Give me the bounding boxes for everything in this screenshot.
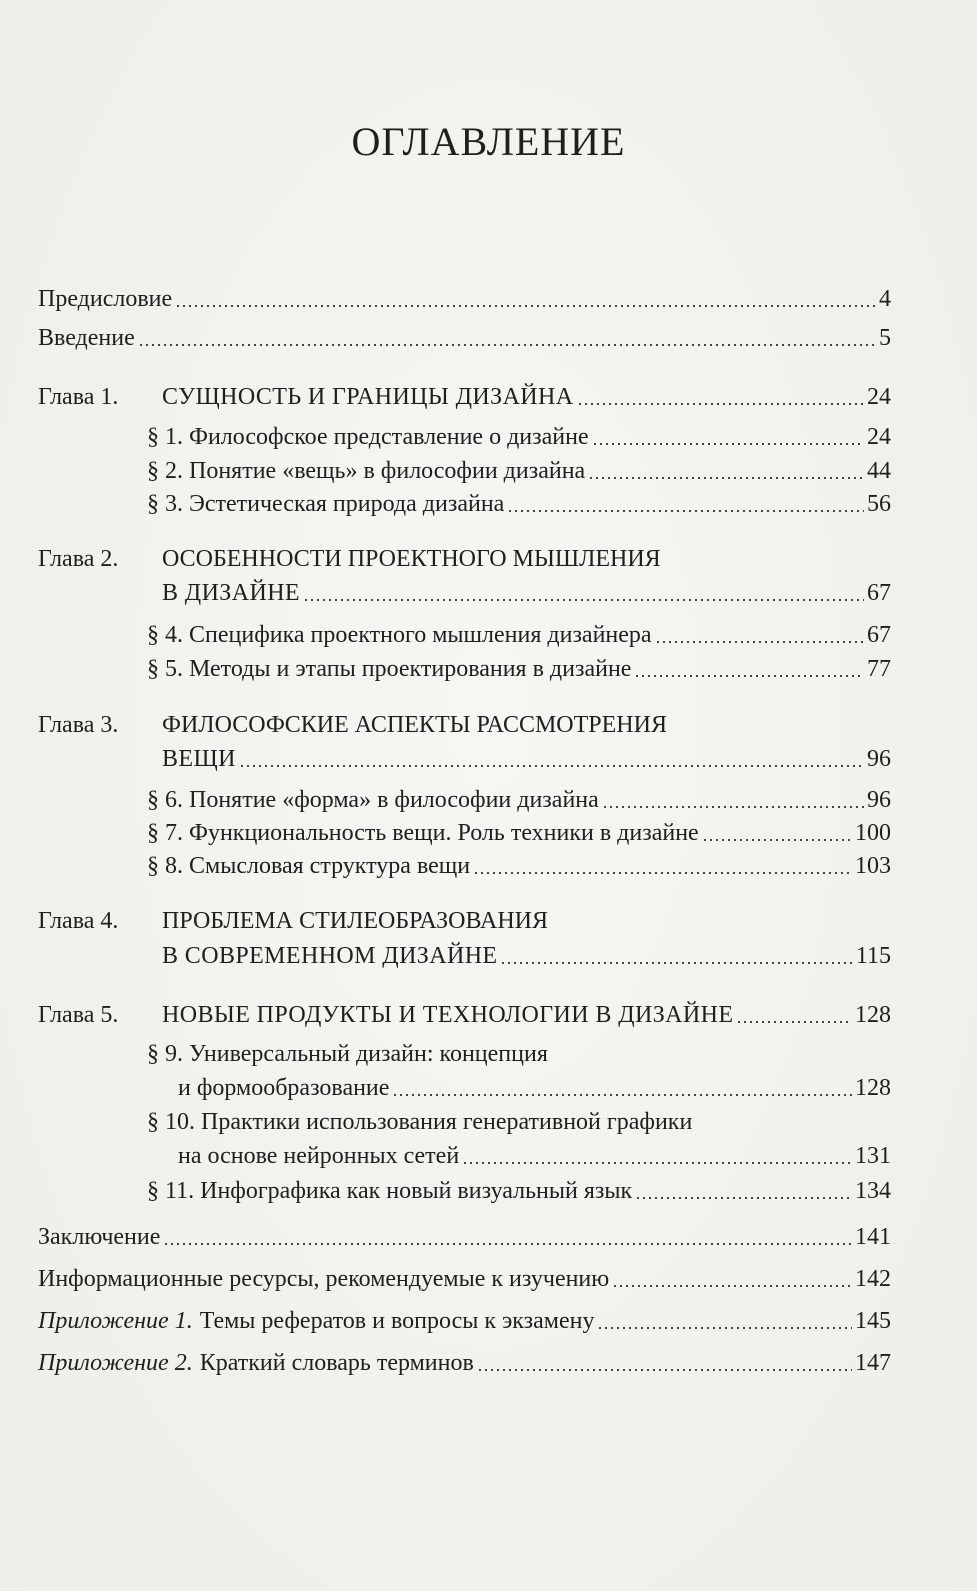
toc-section-2 bbox=[147, 456, 891, 486]
toc-appendix-1 bbox=[38, 1306, 891, 1336]
dot-leader bbox=[702, 839, 852, 841]
chapter-title: НОВЫЕ ПРОДУКТЫ И ТЕХНОЛОГИИ В ДИЗАЙНЕ bbox=[162, 1002, 734, 1028]
dot-leader bbox=[163, 1243, 852, 1245]
toc-page-number: 141 bbox=[855, 1224, 891, 1250]
toc-entry-resources bbox=[38, 1264, 891, 1294]
page-title: ОГЛАВЛЕНИЕ bbox=[351, 119, 626, 164]
chapter-title: ФИЛОСОФСКИЕ АСПЕКТЫ РАССМОТРЕНИЯ bbox=[162, 712, 667, 738]
toc-page-number: 145 bbox=[855, 1308, 891, 1334]
section-title: § 10. Практики использования генеративной графики bbox=[147, 1109, 693, 1135]
chapter-label: Глава 5. bbox=[38, 1002, 119, 1028]
section-title: § 6. Понятие «форма» в философии дизайна bbox=[147, 787, 599, 813]
appendix-title: Краткий словарь терминов bbox=[199, 1350, 474, 1376]
toc-page-number: 128 bbox=[855, 1002, 891, 1028]
dot-leader bbox=[500, 962, 852, 964]
toc-page-number: 67 bbox=[867, 622, 891, 648]
chapter-label: Глава 2. bbox=[38, 546, 119, 572]
toc-chapter-4-first-line bbox=[38, 906, 548, 936]
dot-leader bbox=[392, 1094, 852, 1096]
dot-leader bbox=[239, 765, 864, 767]
toc-page-number: 128 bbox=[855, 1075, 891, 1101]
chapter-label: Глава 1. bbox=[38, 384, 119, 410]
toc-section-3 bbox=[147, 489, 891, 519]
toc-page-number: 67 bbox=[867, 580, 891, 606]
toc-chapter-1 bbox=[38, 382, 891, 412]
section-title: § 2. Понятие «вещь» в философии дизайна bbox=[147, 458, 586, 484]
toc-page-number: 44 bbox=[867, 458, 891, 484]
section-title: § 7. Функциональность вещи. Роль техники в дизайне bbox=[147, 820, 699, 846]
toc-chapter-4 bbox=[162, 941, 891, 971]
chapter-title-continued: ВЕЩИ bbox=[162, 746, 236, 772]
toc-page-number: 5 bbox=[879, 325, 891, 351]
toc-section-11 bbox=[147, 1176, 891, 1206]
toc-entry-text: Введение bbox=[38, 325, 135, 351]
dot-leader bbox=[635, 1197, 852, 1199]
toc-section-9 bbox=[178, 1073, 891, 1103]
section-title: § 9. Универсальный дизайн: концепция bbox=[147, 1041, 548, 1067]
toc-section-5 bbox=[147, 654, 891, 684]
chapter-title-continued: В ДИЗАЙНЕ bbox=[162, 580, 300, 606]
section-title: § 3. Эстетическая природа дизайна bbox=[147, 491, 505, 517]
toc-section-6 bbox=[147, 785, 891, 815]
section-title: § 11. Инфографика как новый визуальный язык bbox=[147, 1178, 633, 1204]
toc-chapter-2 bbox=[162, 578, 891, 608]
toc-page-number: 100 bbox=[855, 820, 891, 846]
toc-entry-text: Заключение bbox=[38, 1224, 161, 1250]
toc-chapter-3-first-line bbox=[38, 710, 667, 740]
dot-leader bbox=[597, 1327, 852, 1329]
dot-leader bbox=[655, 641, 864, 643]
dot-leader bbox=[175, 305, 876, 307]
dot-leader bbox=[577, 403, 865, 405]
dot-leader bbox=[588, 477, 864, 479]
toc-section-1 bbox=[147, 422, 891, 452]
section-title: § 5. Методы и этапы проектирования в дизайне bbox=[147, 656, 632, 682]
appendix-label: Приложение 2. bbox=[38, 1350, 193, 1376]
toc-appendix-2 bbox=[38, 1348, 891, 1378]
toc-entry-conclusion bbox=[38, 1222, 891, 1252]
toc-entry-intro bbox=[38, 323, 891, 353]
toc-section-10-first-line bbox=[147, 1107, 692, 1137]
chapter-title: ОСОБЕННОСТИ ПРОЕКТНОГО МЫШЛЕНИЯ bbox=[162, 546, 661, 572]
toc-page-number: 4 bbox=[879, 286, 891, 312]
chapter-title-continued: В СОВРЕМЕННОМ ДИЗАЙНЕ bbox=[162, 943, 498, 969]
section-title: § 1. Философское представление о дизайне bbox=[147, 424, 589, 450]
toc-page-number: 131 bbox=[855, 1143, 891, 1169]
dot-leader bbox=[462, 1162, 852, 1164]
chapter-title: ПРОБЛЕМА СТИЛЕОБРАЗОВАНИЯ bbox=[162, 908, 549, 934]
toc-page-number: 77 bbox=[867, 656, 891, 682]
toc-chapter-3 bbox=[162, 744, 891, 774]
dot-leader bbox=[138, 344, 876, 346]
toc-page-number: 134 bbox=[855, 1178, 891, 1204]
dot-leader bbox=[477, 1369, 852, 1371]
dot-leader bbox=[473, 872, 852, 874]
toc-page-number: 115 bbox=[855, 943, 891, 969]
dot-leader bbox=[612, 1285, 852, 1287]
dot-leader bbox=[634, 675, 864, 677]
dot-leader bbox=[507, 510, 864, 512]
toc-chapter-2-first-line bbox=[38, 544, 661, 574]
appendix-label: Приложение 1. bbox=[38, 1308, 193, 1334]
toc-page-number: 142 bbox=[855, 1266, 891, 1292]
dot-leader bbox=[736, 1021, 852, 1023]
section-title-continued: на основе нейронных сетей bbox=[178, 1143, 460, 1169]
toc-page-number: 103 bbox=[855, 853, 891, 879]
toc-section-9-first-line bbox=[147, 1039, 548, 1069]
toc-page-number: 56 bbox=[867, 491, 891, 517]
dot-leader bbox=[602, 806, 864, 808]
toc-chapter-5 bbox=[38, 1000, 891, 1030]
toc-page-number: 96 bbox=[867, 746, 891, 772]
toc-section-4 bbox=[147, 620, 891, 650]
section-title: § 8. Смысловая структура вещи bbox=[147, 853, 471, 879]
section-title: § 4. Специфика проектного мышления дизайнера bbox=[147, 622, 652, 648]
toc-entry-text: Предисловие bbox=[38, 286, 173, 312]
toc-entry-preface bbox=[38, 284, 891, 314]
toc-section-7 bbox=[147, 818, 891, 848]
chapter-label: Глава 3. bbox=[38, 712, 119, 738]
chapter-title: СУЩНОСТЬ И ГРАНИЦЫ ДИЗАЙНА bbox=[162, 384, 574, 410]
toc-entry-text: Информационные ресурсы, рекомендуемые к изучению bbox=[38, 1266, 610, 1292]
toc-section-8 bbox=[147, 851, 891, 881]
dot-leader bbox=[592, 443, 864, 445]
toc-page-number: 24 bbox=[867, 384, 891, 410]
toc-section-10 bbox=[178, 1141, 891, 1171]
section-title-continued: и формообразование bbox=[178, 1075, 390, 1101]
toc-page-number: 96 bbox=[867, 787, 891, 813]
dot-leader bbox=[303, 599, 864, 601]
toc-page-number: 24 bbox=[867, 424, 891, 450]
appendix-title: Темы рефератов и вопросы к экзамену bbox=[199, 1308, 595, 1334]
chapter-label: Глава 4. bbox=[38, 908, 119, 934]
toc-page-number: 147 bbox=[855, 1350, 891, 1376]
